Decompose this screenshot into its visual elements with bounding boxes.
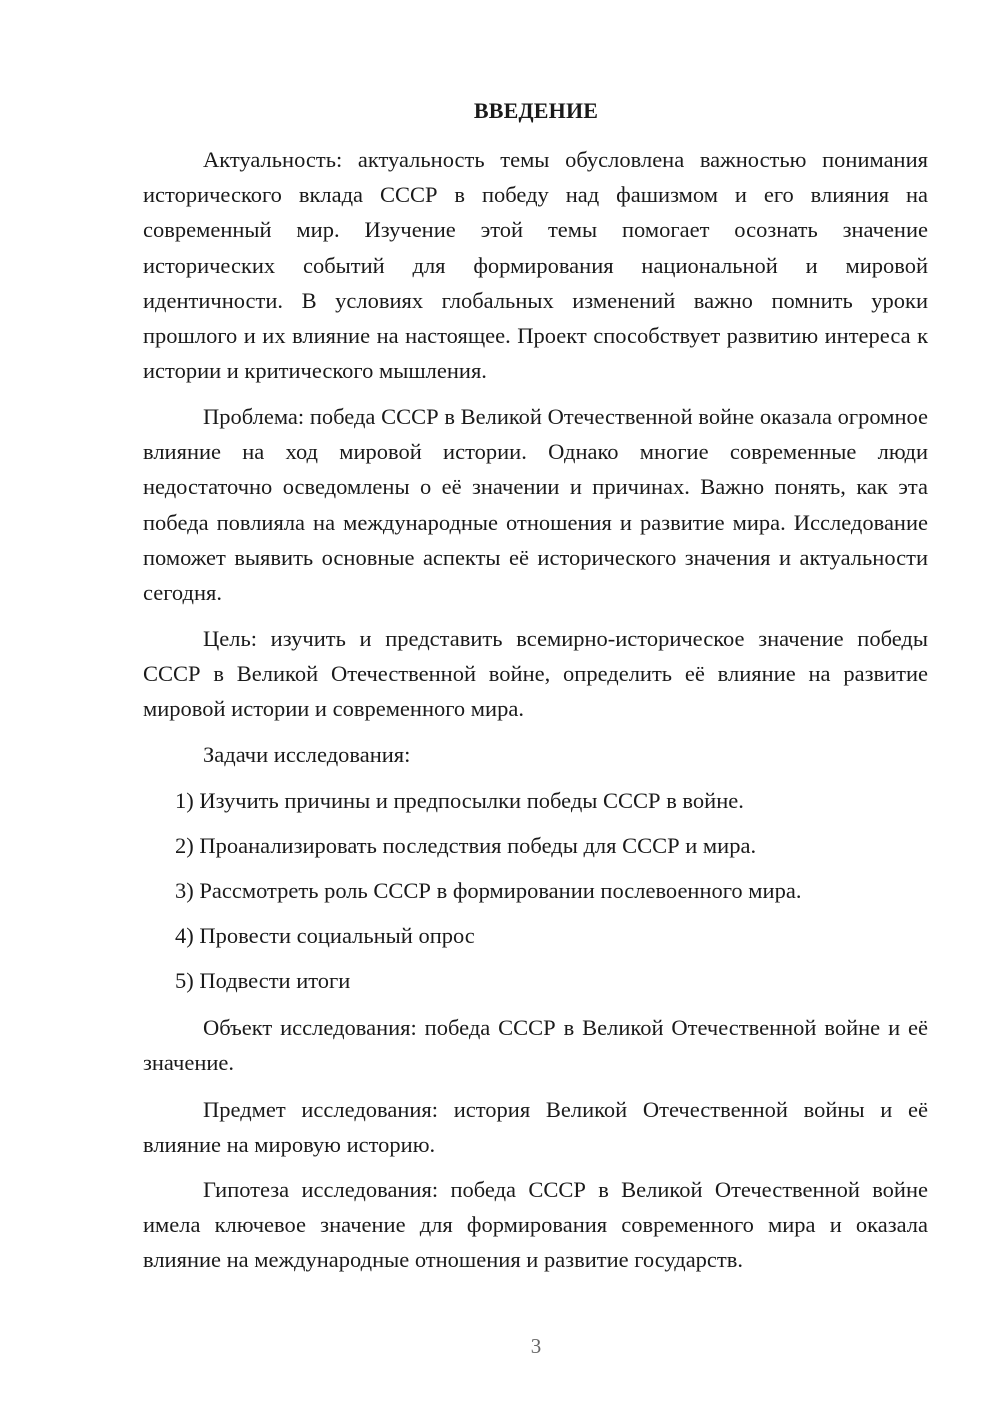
list-item: 3) Рассмотреть роль СССР в формировании послевоенного мира.	[175, 878, 802, 903]
list-item: 5) Подвести итоги	[175, 968, 351, 993]
page-number: 3	[530, 1334, 542, 1358]
list-item: 2) Проанализировать последствия победы для СССР и мира.	[175, 833, 757, 858]
paragraph-hypothesis: Гипотеза исследования: победа СССР в Великой Отечественной войне имела ключевое значение для формирования современного мира и оказала влияние на международные отношения и развитие государств.	[143, 1177, 928, 1273]
paragraph-relevance: Актуальность: актуальность темы обусловлена важностью понимания исторического вклада СССР в победу над фашизмом и его влияния на современный мир. Изучение этой темы помогает осознать значение исторических событий для формирования национальной и мировой идентичности. В условиях глобальных изменений важно помнить уроки прошлого и их влияние на настоящее. Проект способствует развитию интереса к истории и критического мышления.	[143, 147, 928, 384]
paragraph-subject: Предмет исследования: история Великой Отечественной войны и её влияние на мировую историю.	[143, 1097, 928, 1158]
paragraph-goal: Цель: изучить и представить всемирно-историческое значение победы СССР в Великой Отечественной войне, определить её влияние на развитие мировой истории и современного мира.	[143, 626, 928, 722]
paragraph-problem: Проблема: победа СССР в Великой Отечественной войне оказала огромное влияние на ход мировой истории. Однако многие современные люди недостаточно осведомлены о её значении и причинах. Важно понять, как эта победа повлияла на международные отношения и развитие мира. Исследование поможет выявить основные аспекты её исторического значения и актуальности сегодня.	[143, 404, 928, 606]
list-item: 1) Изучить причины и предпосылки победы СССР в войне.	[175, 788, 744, 813]
page-title: ВВЕДЕНИЕ	[473, 98, 599, 123]
list-item: 4) Провести социальный опрос	[175, 923, 475, 948]
paragraph-object: Объект исследования: победа СССР в Великой Отечественной войне и её значение.	[143, 1015, 928, 1076]
tasks-heading: Задачи исследования:	[203, 742, 411, 767]
